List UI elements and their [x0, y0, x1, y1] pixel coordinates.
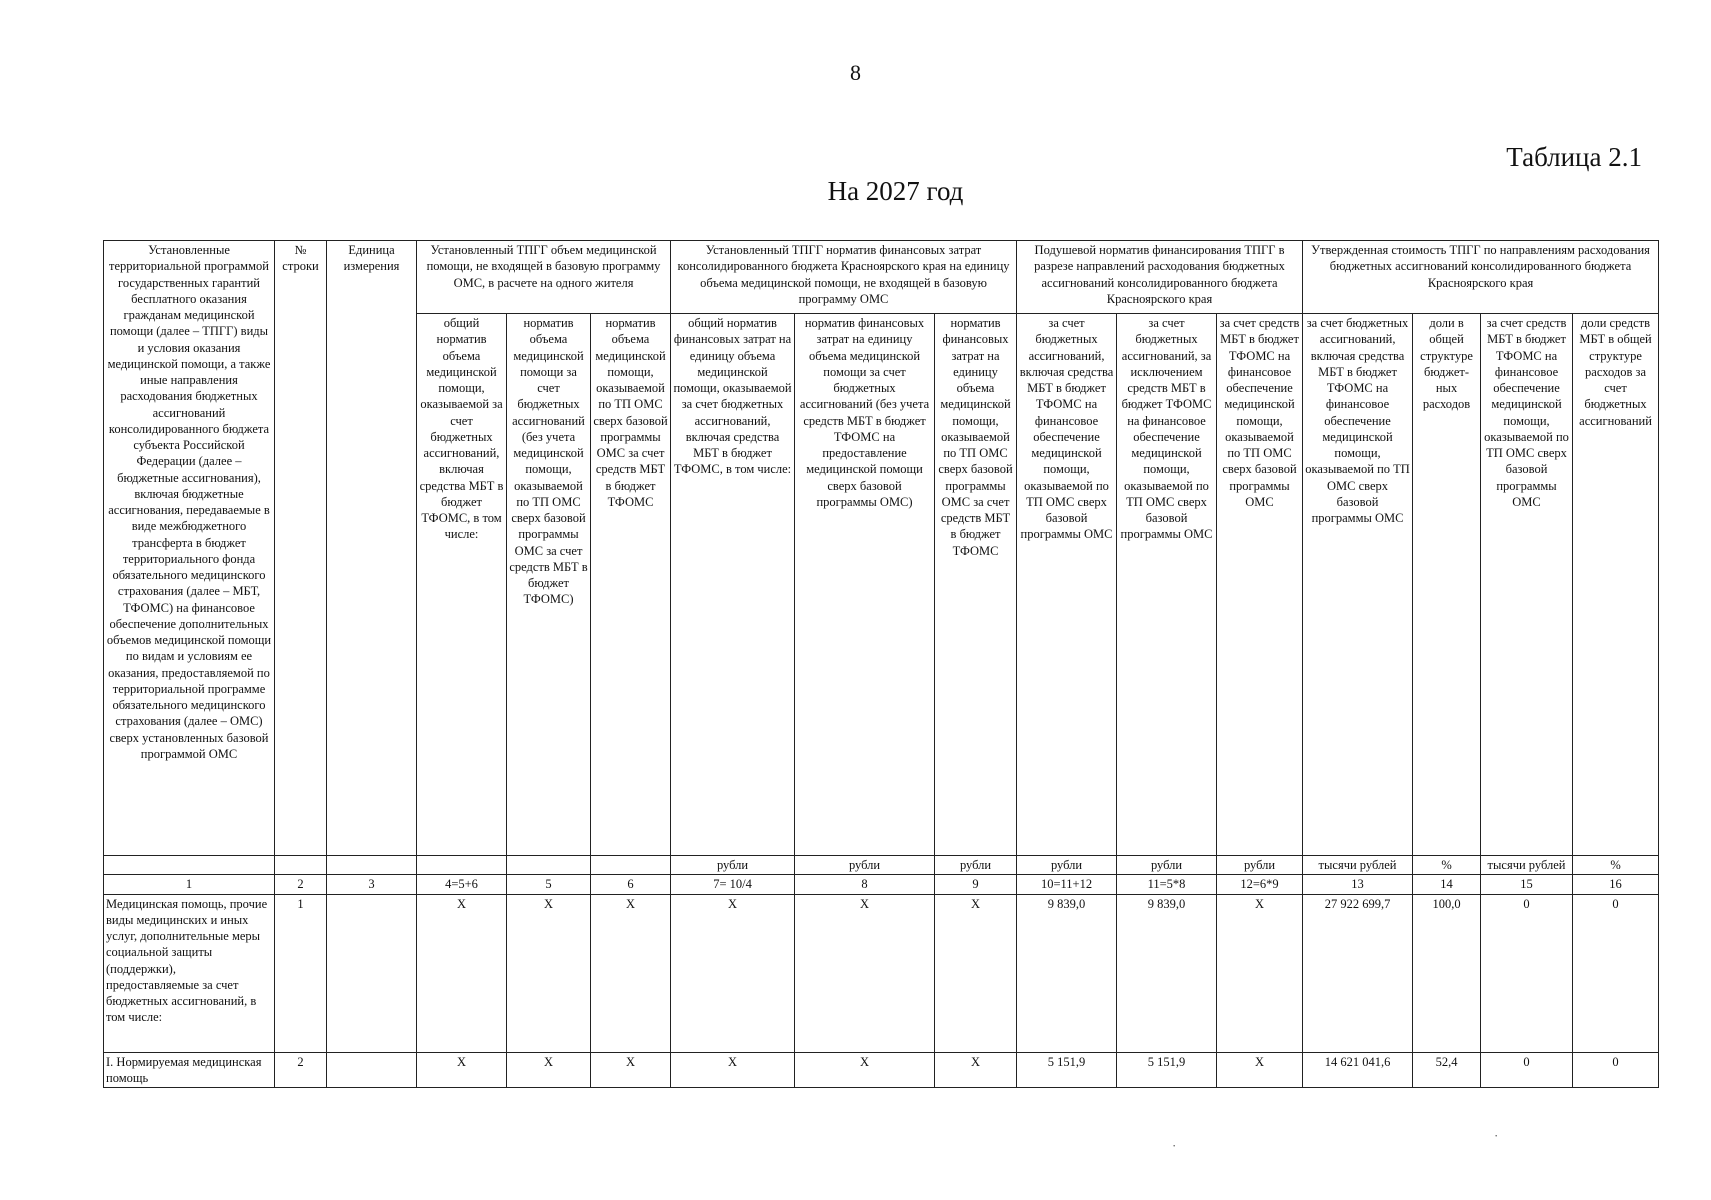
header-col-4: общий норматив объема медицинской помощи, оказываемой за счет бюджетных ассигнований, включая средства МБТ в бюджет ТФОМС, в том числе: [417, 314, 507, 856]
numbering-cell: 2 [275, 875, 327, 894]
header-col-14: доли в общей структуре бюджет-ных расходов [1413, 314, 1481, 856]
row-cell: 0 [1481, 1052, 1573, 1088]
row-cell: 9 839,0 [1017, 894, 1117, 1052]
table-row [104, 894, 1659, 1052]
header-col-15: за счет средств МБТ в бюджет ТФОМС на финансовое обеспечение медицинской помощи, оказываемой по ТП ОМС сверх базовой программы ОМС [1481, 314, 1573, 856]
numbering-cell: 4=5+6 [417, 875, 507, 894]
unit-cell: рубли [671, 856, 795, 875]
row-unit [327, 894, 417, 1052]
row-cell: Х [507, 894, 591, 1052]
row-cell: 14 621 041,6 [1303, 1052, 1413, 1088]
numbering-cell: 15 [1481, 875, 1573, 894]
row-name: I. Нормируемая медицинская помощь [104, 1052, 275, 1088]
header-group-per-capita: Подушевой норматив финансирования ТПГГ в разрезе направлений расходования бюджетных ассигнований консолидированного бюджета Красноярского края [1017, 241, 1303, 314]
row-cell: 27 922 699,7 [1303, 894, 1413, 1052]
row-line-number: 1 [275, 894, 327, 1052]
unit-cell [104, 856, 275, 875]
unit-cell: % [1413, 856, 1481, 875]
row-cell: 0 [1481, 894, 1573, 1052]
row-cell: 5 151,9 [1017, 1052, 1117, 1088]
row-cell: Х [591, 894, 671, 1052]
row-cell: 52,4 [1413, 1052, 1481, 1088]
row-cell: Х [1217, 894, 1303, 1052]
header-col-7: общий норматив финансовых затрат на единицу объема медицинской помощи, оказываемой за счет бюджетных ассигнований, включая средства МБТ в бюджет ТФОМС, в том числе: [671, 314, 795, 856]
row-cell: Х [1217, 1052, 1303, 1088]
header-group-approved-cost: Утвержденная стоимость ТПГГ по направлениям расходования бюджетных ассигнований консолидированного бюджета Красноярского края [1303, 241, 1659, 314]
row-cell: Х [935, 894, 1017, 1052]
row-unit [327, 1052, 417, 1088]
header-col-11: за счет бюджетных ассигнований, за исключением средств МБТ в бюджет ТФОМС на финансовое обеспечение медицинской помощи, оказываемой по ТП ОМС сверх базовой программы ОМС [1117, 314, 1217, 856]
header-col-3: Единица измерения [327, 241, 417, 856]
numbering-cell: 7= 10/4 [671, 875, 795, 894]
unit-cell [591, 856, 671, 875]
header-row-groups [104, 241, 1659, 314]
row-cell: 9 839,0 [1117, 894, 1217, 1052]
row-cell: Х [591, 1052, 671, 1088]
page-title: На 2027 год [827, 176, 964, 206]
unit-cell: рубли [1217, 856, 1303, 875]
numbering-cell: 13 [1303, 875, 1413, 894]
unit-cell: рубли [795, 856, 935, 875]
header-col-13: за счет бюджетных ассигнований, включая средства МБТ в бюджет ТФОМС на финансовое обеспечение медицинской помощи, оказываемой по ТП ОМС сверх базовой программы ОМС [1303, 314, 1413, 856]
row-cell: Х [671, 894, 795, 1052]
numbering-cell: 12=6*9 [1217, 875, 1303, 894]
numbering-cell: 16 [1573, 875, 1659, 894]
numbering-cell: 5 [507, 875, 591, 894]
numbering-cell: 11=5*8 [1117, 875, 1217, 894]
row-cell: Х [935, 1052, 1017, 1088]
numbering-row [104, 875, 1659, 894]
row-cell: 0 [1573, 1052, 1659, 1088]
unit-cell [275, 856, 327, 875]
row-cell: Х [507, 1052, 591, 1088]
units-row [104, 856, 1659, 875]
row-cell: 5 151,9 [1117, 1052, 1217, 1088]
unit-cell: тысячи рублей [1303, 856, 1413, 875]
unit-cell: рубли [1017, 856, 1117, 875]
row-cell: Х [795, 894, 935, 1052]
row-cell: 100,0 [1413, 894, 1481, 1052]
unit-cell [417, 856, 507, 875]
scan-dot: · [1172, 1138, 1177, 1153]
numbering-cell: 6 [591, 875, 671, 894]
row-cell: Х [671, 1052, 795, 1088]
header-col-1: Установленные территориальной программой государственных гарантий бесплатного оказания гражданам медицинской помощи (далее – ТПГГ) виды и условия оказания медицинской помощи, а также иные направления расходования бюджетных ассигнований консолидированного бюджета субъекта Российской Федерации (далее – бюджетные ассигнования), включая бюджетные ассигнования, передаваемые в виде межбюджетного трансферта в бюджет территориального фонда обязательного медицинского страхования (далее – МБТ, ТФОМС) на финансовое обеспечение дополнительных объемов медицинской помощи по видам и условиям ее оказания, предоставляемой по территориальной программе обязательного медицинского страхования (далее – ОМС) сверх установленных базовой программой ОМС [104, 241, 275, 856]
row-cell: Х [795, 1052, 935, 1088]
unit-cell [507, 856, 591, 875]
table-row [104, 1052, 1659, 1088]
budget-table [103, 240, 1659, 1088]
header-group-cost-norm: Установленный ТПГГ норматив финансовых затрат консолидированного бюджета Красноярского края на единицу объема медицинской помощи, не входящей в базовую программу ОМС [671, 241, 1017, 314]
numbering-cell: 8 [795, 875, 935, 894]
numbering-cell: 14 [1413, 875, 1481, 894]
row-cell: Х [417, 1052, 507, 1088]
numbering-cell: 1 [104, 875, 275, 894]
row-name: Медицинская помощь, прочие виды медицинских и иных услуг, дополнительные меры социальной защиты (поддержки), предоставляемые за счет бюджетных ассигнований, в том числе: [104, 894, 275, 1052]
page-number: 8 [850, 60, 861, 85]
scan-dot: · [1494, 1128, 1499, 1143]
header-col-16: доли средств МБТ в общей структуре расходов за счет бюджетных ассигнований [1573, 314, 1659, 856]
unit-cell [327, 856, 417, 875]
unit-cell: рубли [1117, 856, 1217, 875]
header-col-9: норматив финансовых затрат на единицу объема медицинской помощи, оказываемой по ТП ОМС сверх базовой программы ОМС за счет средств МБТ в бюджет ТФОМС [935, 314, 1017, 856]
header-col-12: за счет средств МБТ в бюджет ТФОМС на финансовое обеспечение медицинской помощи, оказываемой по ТП ОМС сверх базовой программы ОМС [1217, 314, 1303, 856]
header-col-6: норматив объема медицинской помощи, оказываемой по ТП ОМС сверх базовой программы ОМС за счет средств МБТ в бюджет ТФОМС [591, 314, 671, 856]
header-col-8: норматив финансовых затрат на единицу объема медицинской помощи за счет бюджетных ассигнований (без учета средств МБТ в бюджет ТФОМС на предоставление медицинской помощи сверх базовой программы ОМС) [795, 314, 935, 856]
numbering-cell: 3 [327, 875, 417, 894]
numbering-cell: 9 [935, 875, 1017, 894]
numbering-cell: 10=11+12 [1017, 875, 1117, 894]
unit-cell: тысячи рублей [1481, 856, 1573, 875]
row-line-number: 2 [275, 1052, 327, 1088]
header-col-5: норматив объема медицинской помощи за счет бюджетных ассигнований (без учета медицинской помощи, оказываемой по ТП ОМС сверх базовой программы ОМС за счет средств МБТ в бюджет ТФОМС) [507, 314, 591, 856]
table-label: Таблица 2.1 [1506, 142, 1642, 172]
header-col-10: за счет бюджетных ассигнований, включая средства МБТ в бюджет ТФОМС на финансовое обеспечение медицинской помощи, оказываемой по ТП ОМС сверх базовой программы ОМС [1017, 314, 1117, 856]
row-cell: Х [417, 894, 507, 1052]
header-group-volume: Установленный ТПГГ объем медицинской помощи, не входящей в базовую программу ОМС, в расчете на одного жителя [417, 241, 671, 314]
unit-cell: % [1573, 856, 1659, 875]
header-col-2: № строки [275, 241, 327, 856]
row-cell: 0 [1573, 894, 1659, 1052]
unit-cell: рубли [935, 856, 1017, 875]
